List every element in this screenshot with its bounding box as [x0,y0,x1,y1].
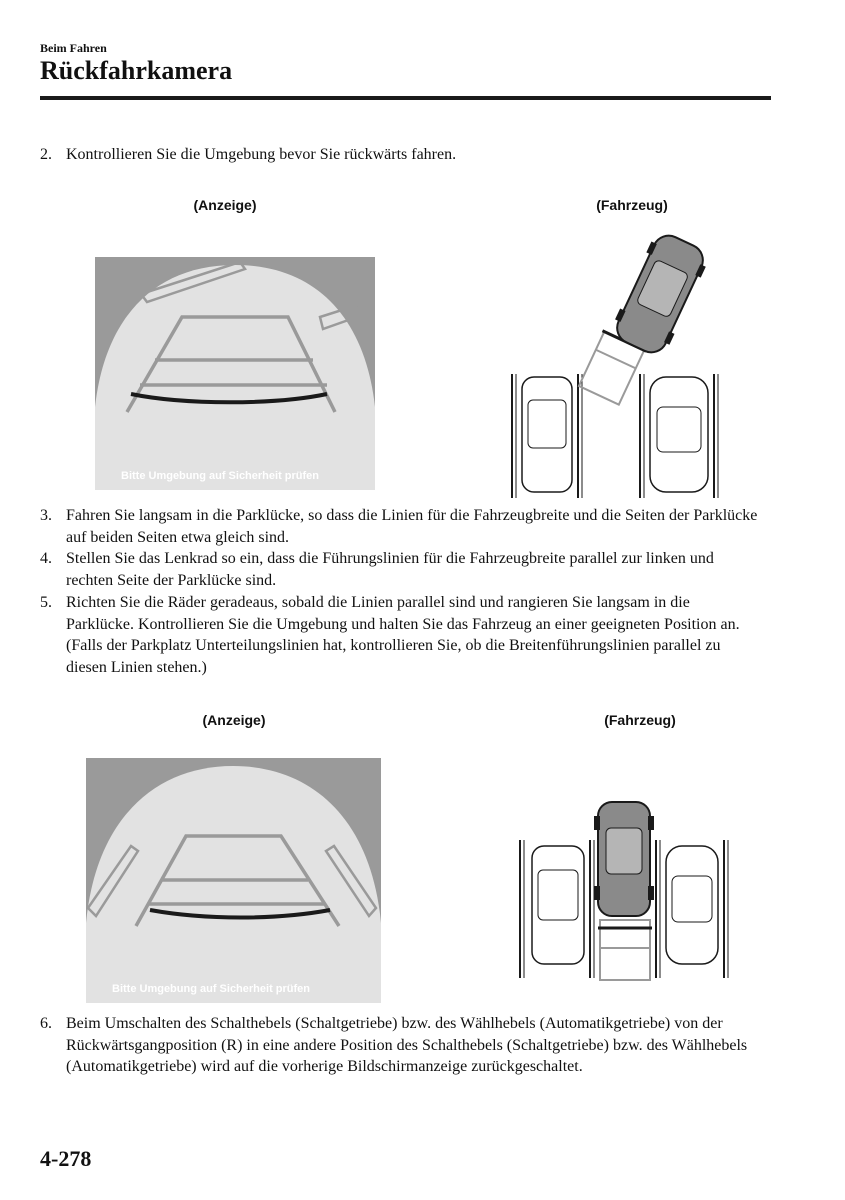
camera-view-graphic [95,257,375,490]
step-number: 4. [40,550,52,567]
parking-diagram-graphic [512,798,732,983]
section-label: Beim Fahren [40,41,107,55]
vehicle-caption: (Fahrzeug) [604,712,676,728]
step-5 [40,592,760,678]
vehicle-diagram [500,232,730,502]
title-rule [40,96,771,100]
parking-diagram-graphic [500,232,730,502]
step-text: Fahren Sie langsam in die Parklücke, so dass die Linien für die Fahrzeugbreite und die Seiten der Parklücke auf beiden Seiten etwa gleich sind. [66,507,758,546]
step-6 [40,1013,760,1078]
display-caption: (Anzeige) [193,197,257,213]
step-number: 5. [40,594,52,611]
step-text: Stellen Sie das Lenkrad so ein, dass die Führungslinien für die Fahrzeugbreite parallel zur linken und rechten Seite der Parklücke sind. [66,550,714,589]
step-text: Kontrollieren Sie die Umgebung bevor Sie rückwärts fahren. [66,146,457,163]
camera-display [86,758,381,1003]
display-caption: (Anzeige) [202,712,266,728]
camera-view-graphic [86,758,381,1003]
step-text: Richten Sie die Räder geradeaus, sobald die Linien parallel sind und rangieren Sie langsam in die Parklücke. Kontrollieren Sie die Umgebung und halten Sie das Fahrzeug an einer geeigneten Position an. (Falls der Parkplatz Unterteilungslinien hat, kontrollieren Sie, ob die Breitenführungslinien parallel zu diesen Linien stehen.) [66,594,740,676]
camera-display [95,257,375,490]
step-2 [40,144,760,166]
step-4 [40,548,760,591]
safety-banner: Bitte Umgebung auf Sicherheit prüfen [112,983,311,995]
safety-banner: Bitte Umgebung auf Sicherheit prüfen [121,470,320,482]
vehicle-diagram [512,798,732,983]
vehicle-caption: (Fahrzeug) [596,197,668,213]
step-number: 6. [40,1015,52,1032]
step-number: 2. [40,146,52,163]
step-text: Beim Umschalten des Schalthebels (Schaltgetriebe) bzw. des Wählhebels (Automatikgetriebe) von der Rückwärtsgangposition (R) in eine andere Position des Schalthebels (Schaltgetriebe) bzw. des Wählhebels (Automatikgetriebe) wird auf die vorherige Bildschirmanzeige zurückgeschaltet. [66,1015,748,1075]
step-3 [40,505,760,548]
step-number: 3. [40,507,52,524]
page-title: Rückfahrkamera [40,56,233,85]
page-number: 4-278 [40,1146,92,1171]
